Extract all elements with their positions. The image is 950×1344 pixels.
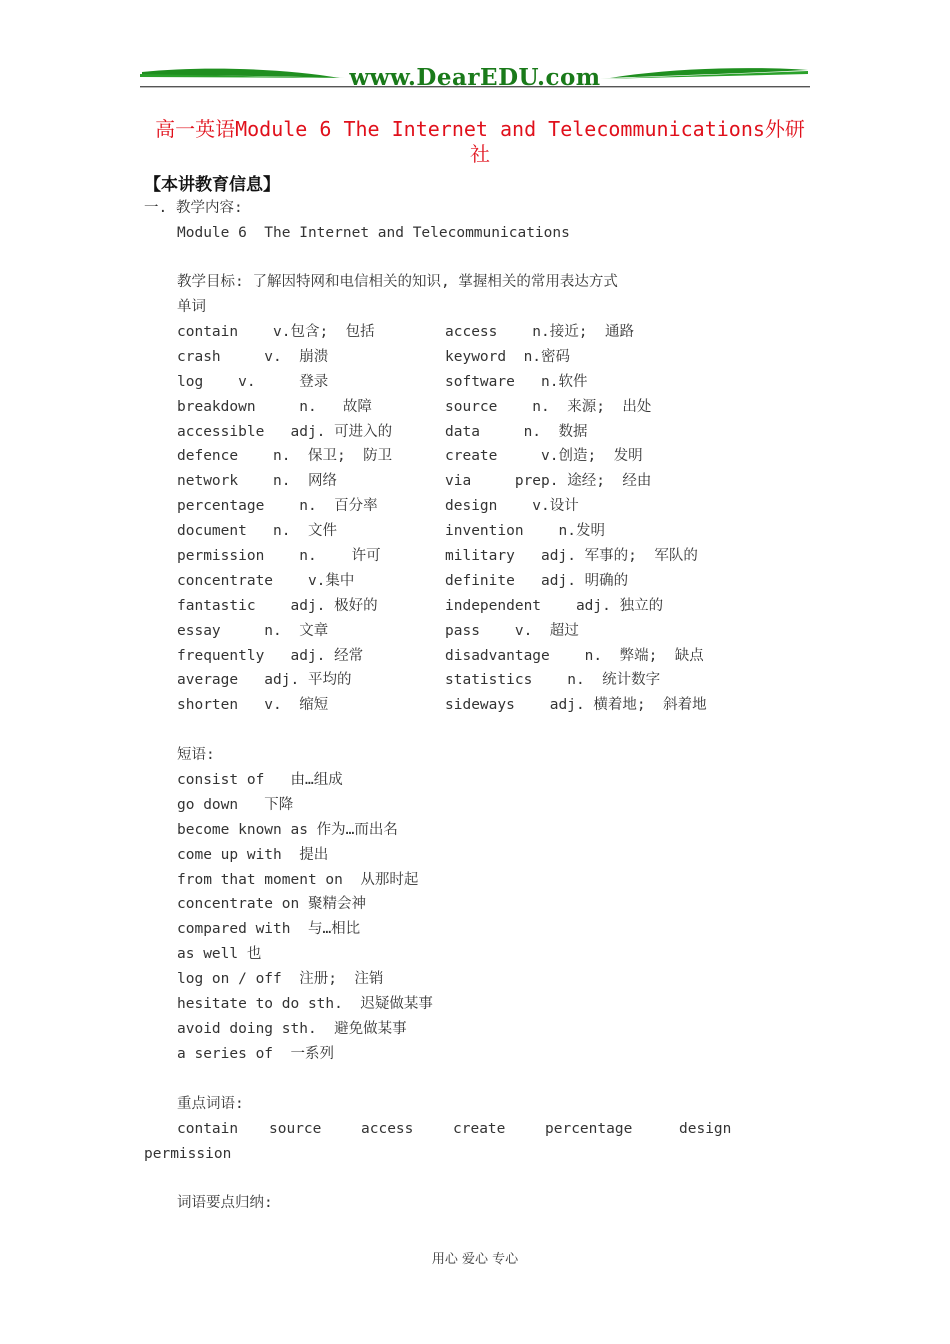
vocab-entry: keyword n.密码 xyxy=(445,348,571,365)
vocab-entry: design v.设计 xyxy=(445,498,579,515)
module-name: Module 6 The Internet and Telecommunications xyxy=(177,225,570,241)
vocab-row xyxy=(177,569,777,594)
vocab-row xyxy=(177,619,777,644)
vocab-entry: permission n. 许可 xyxy=(177,548,381,565)
phrase-item: hesitate to do sth. 迟疑做某事 xyxy=(177,996,433,1013)
site-banner xyxy=(140,62,810,96)
vocab-entry: defence n. 保卫; 防卫 xyxy=(177,448,393,465)
phrase-item: log on / off 注册; 注销 xyxy=(177,971,384,988)
vocab-entry: fantastic adj. 极好的 xyxy=(177,597,378,614)
page-title: 高一英语Module 6 The Internet and Telecommunications外研社 xyxy=(155,117,805,166)
vocab-row xyxy=(177,444,777,469)
key-word: contain xyxy=(177,1121,239,1137)
page-footer: 用心 爱心 专心 xyxy=(431,1252,519,1267)
key-word: design xyxy=(679,1121,732,1137)
key-word: percentage xyxy=(545,1121,633,1137)
vocab-entry: document n. 文件 xyxy=(177,523,337,540)
phrase-item: go down 下降 xyxy=(177,796,294,813)
key-words-heading: 重点词语: xyxy=(177,1096,244,1112)
vocab-entry: frequently adj. 经常 xyxy=(177,647,364,664)
vocab-row xyxy=(177,494,777,519)
vocab-row xyxy=(177,519,777,544)
phrase-item: compared with 与…相比 xyxy=(177,921,361,938)
vocab-entry: breakdown n. 故障 xyxy=(177,398,372,415)
teaching-objective: 教学目标: 了解因特网和电信相关的知识, 掌握相关的常用表达方式 xyxy=(177,274,618,290)
vocab-entry: concentrate v.集中 xyxy=(177,572,355,589)
phrase-item: consist of 由…组成 xyxy=(177,772,343,788)
vocab-entry: pass v. 超过 xyxy=(445,622,579,639)
phrase-item: a series of 一系列 xyxy=(177,1045,334,1062)
vocab-entry: shorten v. 缩短 xyxy=(177,697,329,714)
vocab-row xyxy=(177,469,777,494)
vocab-entry: definite adj. 明确的 xyxy=(445,572,629,589)
vocab-entry: data n. 数据 xyxy=(445,423,588,440)
vocab-row xyxy=(177,594,777,619)
vocab-row xyxy=(177,668,777,693)
vocab-entry: sideways adj. 横着地; 斜着地 xyxy=(445,697,707,714)
phrase-item: from that moment on 从那时起 xyxy=(177,871,419,888)
vocabulary-table xyxy=(177,320,777,718)
vocab-entry: source n. 来源; 出处 xyxy=(445,398,652,415)
vocab-row xyxy=(177,395,777,420)
vocab-entry: statistics n. 统计数字 xyxy=(445,672,661,689)
vocab-entry: invention n.发明 xyxy=(445,523,605,540)
phrase-item: concentrate on 聚精会神 xyxy=(177,896,366,913)
vocab-row xyxy=(177,345,777,370)
vocab-entry: software n.软件 xyxy=(445,373,588,390)
words-heading: 单词 xyxy=(177,299,206,315)
vocab-entry: via prep. 途经; 经由 xyxy=(445,473,652,490)
key-word: create xyxy=(453,1121,506,1137)
phrase-item: avoid doing sth. 避免做某事 xyxy=(177,1020,407,1037)
vocab-entry: essay n. 文章 xyxy=(177,622,329,639)
vocab-entry: military adj. 军事的; 军队的 xyxy=(445,548,698,565)
vocab-entry: disadvantage n. 弊端; 缺点 xyxy=(445,647,704,664)
vocab-row xyxy=(177,370,777,395)
vocab-entry: crash v. 崩溃 xyxy=(177,348,329,365)
vocab-row xyxy=(177,644,777,669)
vocab-entry: accessible adj. 可进入的 xyxy=(177,423,393,440)
vocab-row xyxy=(177,420,777,445)
vocab-entry: average adj. 平均的 xyxy=(177,672,352,689)
vocab-entry: log v. 登录 xyxy=(177,373,329,390)
phrase-item: come up with 提出 xyxy=(177,846,329,863)
phrase-item: become known as 作为…而出名 xyxy=(177,821,398,838)
phrase-item: as well 也 xyxy=(177,946,262,963)
key-word: permission xyxy=(144,1146,232,1162)
vocab-row xyxy=(177,320,777,345)
vocab-entry: contain v.包含; 包括 xyxy=(177,324,375,340)
vocab-row xyxy=(177,544,777,569)
site-name: www.DearEDU.com xyxy=(349,64,601,91)
section-label: 【本讲教育信息】 xyxy=(144,175,280,195)
vocab-entry: independent adj. 独立的 xyxy=(445,597,664,614)
summary-heading: 词语要点归纳: xyxy=(177,1195,273,1211)
vocab-entry: percentage n. 百分率 xyxy=(177,498,378,515)
vocab-entry: create v.创造; 发明 xyxy=(445,448,643,465)
phrases-heading: 短语: xyxy=(177,747,215,763)
key-word: access xyxy=(361,1121,414,1137)
teaching-content-heading: 一. 教学内容: xyxy=(144,200,243,216)
vocab-entry: access n.接近; 通路 xyxy=(445,324,634,340)
vocab-entry: network n. 网络 xyxy=(177,473,337,490)
key-word: source xyxy=(269,1121,322,1137)
phrase-list xyxy=(177,768,433,1067)
vocab-row xyxy=(177,693,777,718)
